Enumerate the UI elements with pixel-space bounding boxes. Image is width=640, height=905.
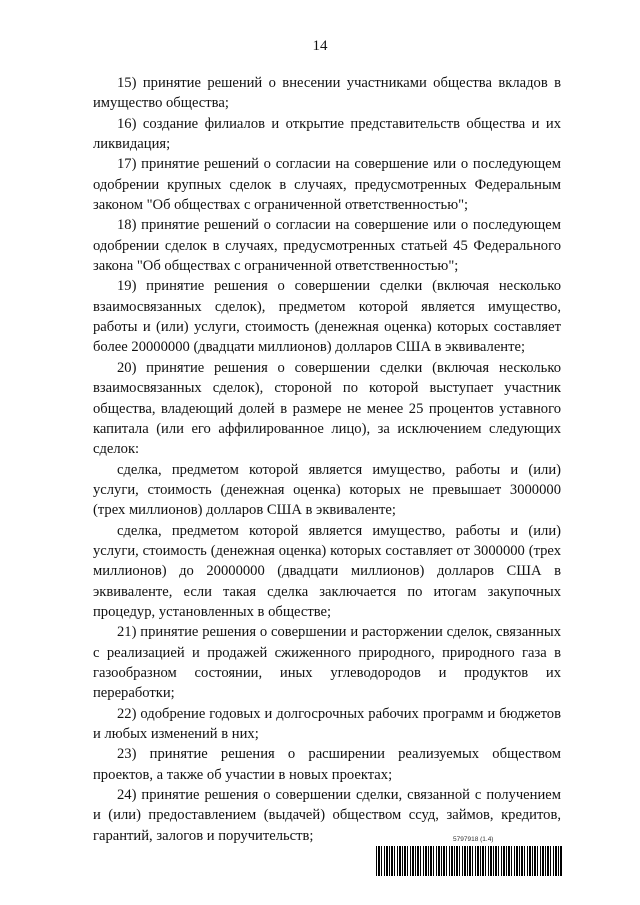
paragraph-15: 15) принятие решений о внесении участниками общества вкладов в имущество общества; — [93, 75, 561, 112]
paragraph-22: 22) одобрение годовых и долгосрочных рабочих программ и бюджетов и любых изменений в них; — [93, 705, 561, 742]
paragraph-19: 19) принятие решения о совершении сделки (включая несколько взаимосвязанных сделок), предметом которой является имущество, работы и (или) услуги, стоимость (денежная оценка) которых составляет более 20000000 (двадцати миллионов) долларов США в эквиваленте; — [93, 278, 561, 356]
paragraph-16: 16) создание филиалов и открытие представительств общества и их ликвидация; — [93, 115, 561, 153]
barcode-icon — [376, 846, 562, 876]
paragraph-20-exception-1: сделка, предметом которой является имущество, работы и (или) услуги, стоимость (денежная оценка) которых не превышает 3000000 (трех миллионов) долларов США в эквиваленте; — [93, 461, 561, 519]
paragraph-23: 23) принятие решения о расширении реализуемых обществом проектов, а также об участии в новых проектах; — [93, 746, 561, 783]
paragraph-18: 18) принятие решений о согласии на совершение или о последующем одобрении сделок в случаях, предусмотренных статьей 45 Федерального закона "Об обществах с ограниченной ответственностью"; — [93, 217, 561, 275]
document-body — [93, 73, 561, 846]
paragraph-20: 20) принятие решения о совершении сделки (включая несколько взаимосвязанных сделок), стороной по которой выступает участник общества, владеющий долей в размере не менее 25 процентов уставного капитала (или его аффилированное лицо), за исключением следующих сделок: — [93, 359, 561, 458]
barcode-caption: 5797918 (1.4) — [453, 836, 494, 843]
paragraph-17: 17) принятие решений о согласии на совершение или о последующем одобрении крупных сделок в случаях, предусмотренных Федеральным законом "Об обществах с ограниченной ответственностью"; — [93, 156, 561, 214]
page-number: 14 — [312, 38, 328, 54]
paragraph-24: 24) принятие решения о совершении сделки, связанной с получением и (или) предоставлением (выдачей) обществом ссуд, займов, кредитов, гарантий, залогов и поручительств; — [93, 787, 561, 844]
paragraph-21: 21) принятие решения о совершении и расторжении сделок, связанных с реализацией и продажей сжиженного природного, природного газа в газообразном состоянии, иных углеводородов и продуктов их переработки; — [93, 624, 561, 702]
paragraph-20-exception-2: сделка, предметом которой является имущество, работы и (или) услуги, стоимость (денежная оценка) которых составляет от 3000000 (трех миллионов) до 20000000 (двадцати миллионов) долларов США в эквиваленте, если такая сделка заключается по итогам закупочных процедур, установленных в обществе; — [93, 522, 561, 620]
